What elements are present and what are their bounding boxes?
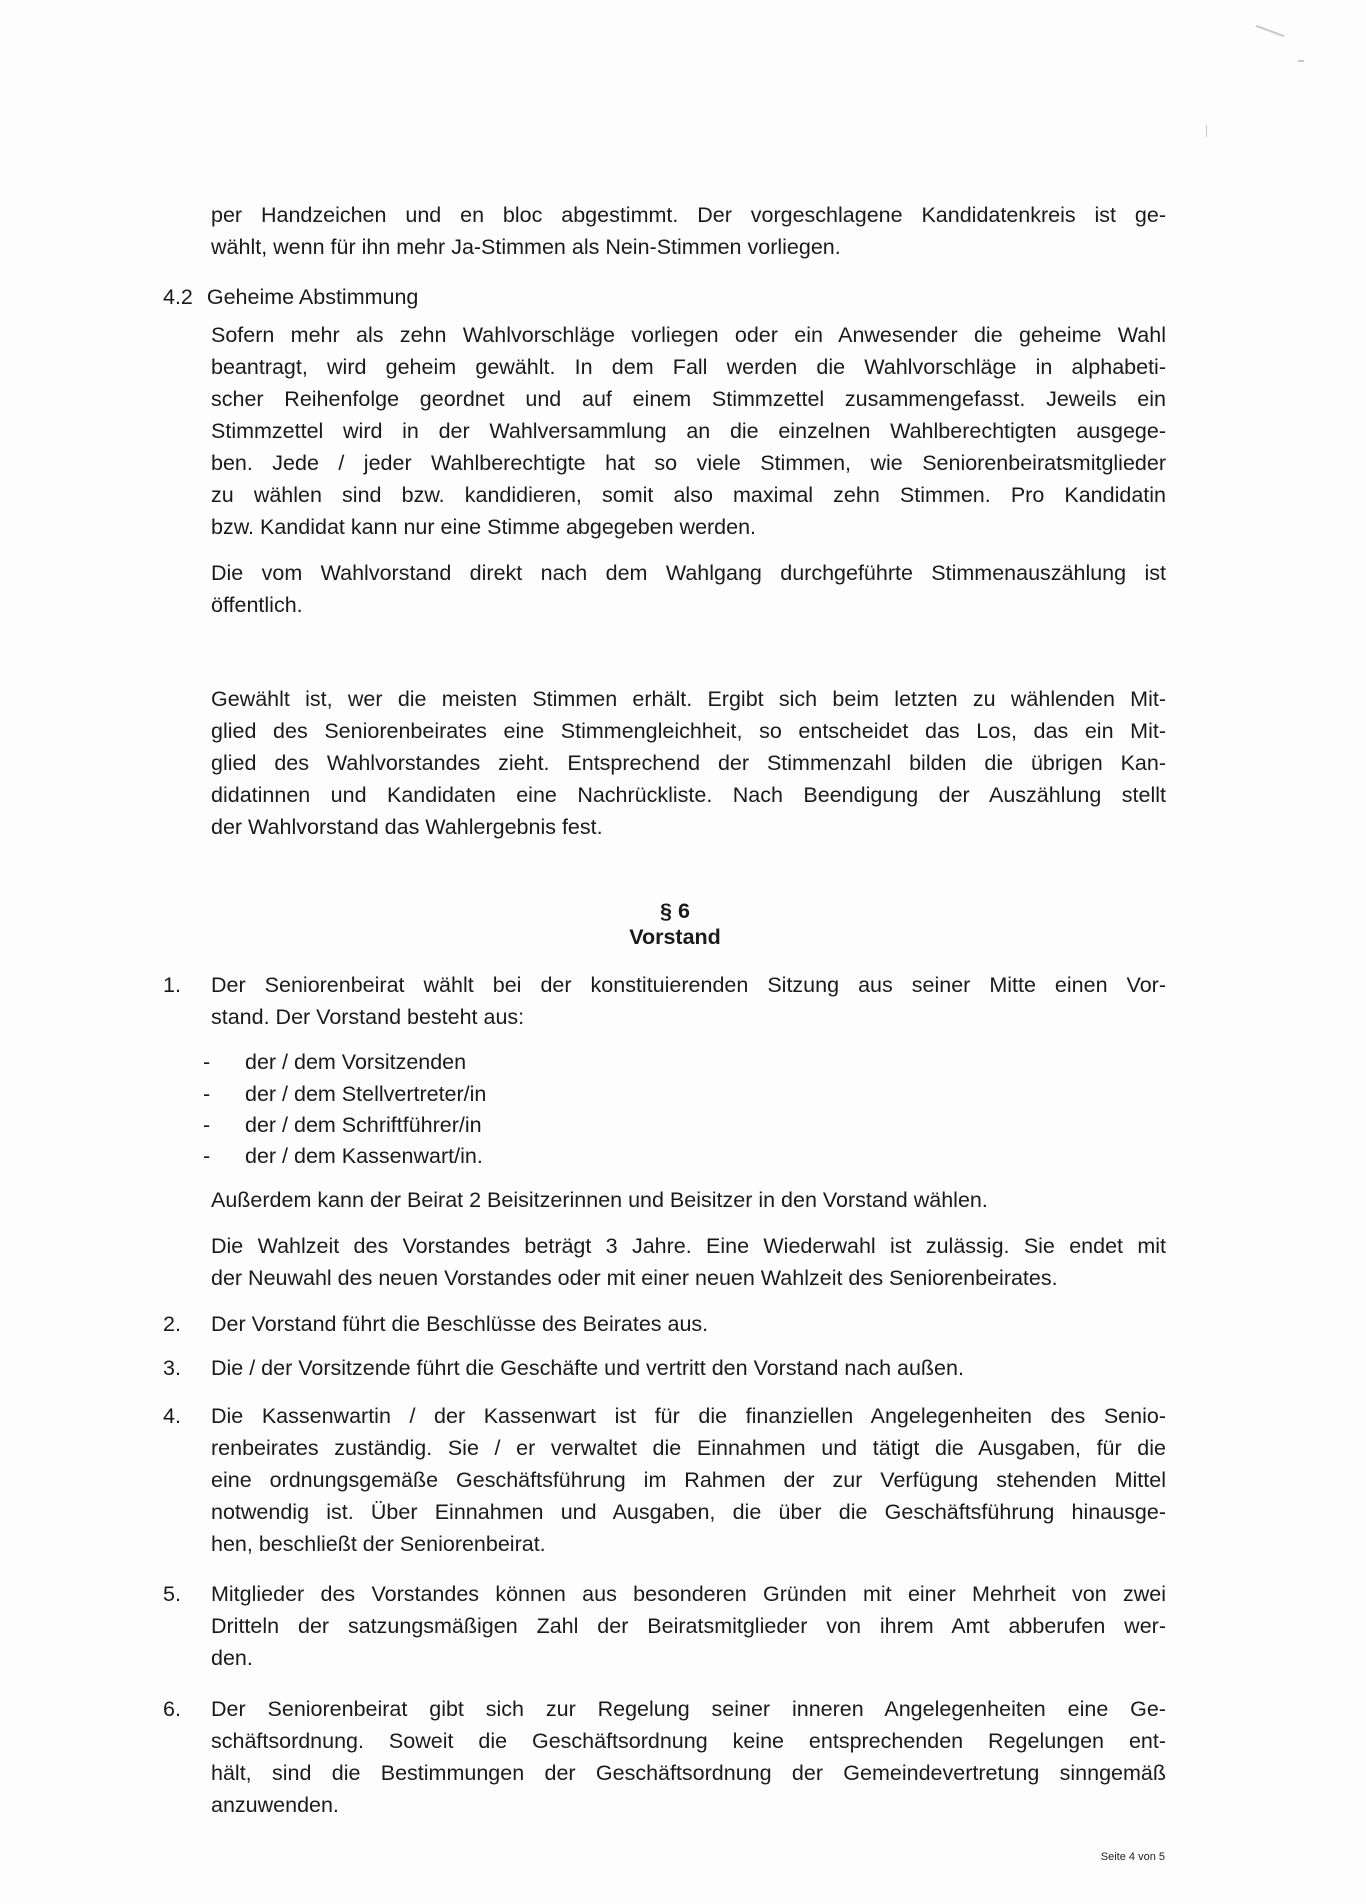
section-4-2-paragraph-1: [211, 319, 1166, 543]
item-1-term-paragraph: [211, 1230, 1166, 1294]
list-number: 4.: [163, 1404, 181, 1428]
list-number: 3.: [163, 1356, 181, 1380]
text-line: öffentlich.: [211, 593, 303, 617]
section-number: 4.2: [163, 285, 193, 309]
scan-artifact: [1206, 125, 1207, 137]
intro-paragraph: [211, 199, 1166, 263]
list-number: 2.: [163, 1312, 181, 1336]
text-line: Gewählt ist, wer die meisten Stimmen erhält. Ergibt sich beim letzten zu wählenden Mit-: [211, 687, 1166, 711]
bullet-dash: -: [203, 1144, 211, 1168]
text-line: eine ordnungsgemäße Geschäftsführung im Rahmen der zur Verfügung stehenden Mittel: [211, 1468, 1166, 1492]
text-line: stand. Der Vorstand besteht aus:: [211, 1005, 525, 1029]
text-line: Der Seniorenbeirat gibt sich zur Regelung seiner inneren Angelegenheiten eine Ge-: [211, 1697, 1166, 1721]
text-line: Die Wahlzeit des Vorstandes beträgt 3 Jahre. Eine Wiederwahl ist zulässig. Sie endet mit: [211, 1234, 1166, 1258]
scan-artifact: [1256, 25, 1285, 37]
text-line: per Handzeichen und en bloc abgestimmt. Der vorgeschlagene Kandidatenkreis ist ge-: [211, 203, 1166, 227]
text-line: Sofern mehr als zehn Wahlvorschläge vorliegen oder ein Anwesender die geheime Wahl: [211, 323, 1166, 347]
text-line: Mitglieder des Vorstandes können aus besonderen Gründen mit einer Mehrheit von zwei: [211, 1582, 1166, 1606]
text-line: renbeirates zuständig. Sie / er verwaltet die Einnahmen und tätigt die Ausgaben, für die: [211, 1436, 1166, 1460]
text-line: Die vom Wahlvorstand direkt nach dem Wahlgang durchgeführte Stimmenauszählung ist: [211, 561, 1166, 585]
bullet-item: der / dem Schriftführer/in: [245, 1113, 482, 1137]
text-line: anzuwenden.: [211, 1793, 339, 1817]
list-number: 6.: [163, 1697, 181, 1721]
text-line: bzw. Kandidat kann nur eine Stimme abgegeben werden.: [211, 515, 757, 539]
list-number: 1.: [163, 973, 181, 997]
text-line: Der Vorstand führt die Beschlüsse des Beirates aus.: [211, 1312, 709, 1336]
section-6-number: § 6: [660, 899, 690, 923]
bullet-dash: -: [203, 1113, 211, 1137]
list-number: 5.: [163, 1582, 181, 1606]
text-line: beantragt, wird geheim gewählt. In dem Fall werden die Wahlvorschläge in alphabeti-: [211, 355, 1166, 379]
text-line: Außerdem kann der Beirat 2 Beisitzerinnen und Beisitzer in den Vorstand wählen.: [211, 1188, 988, 1212]
list-item-3: [211, 1352, 1166, 1384]
item-1-extra-paragraph: [211, 1184, 1166, 1216]
bullet-dash: -: [203, 1082, 211, 1106]
text-line: Stimmzettel wird in der Wahlversammlung an die einzelnen Wahlberechtigten ausgege-: [211, 419, 1166, 443]
list-item-5: [211, 1578, 1166, 1674]
list-item-6: [211, 1693, 1166, 1821]
section-6-title: Vorstand: [629, 925, 721, 949]
text-line: Die / der Vorsitzende führt die Geschäfte und vertritt den Vorstand nach außen.: [211, 1356, 964, 1380]
list-item-2: [211, 1308, 1166, 1340]
text-line: der Wahlvorstand das Wahlergebnis fest.: [211, 815, 603, 839]
text-line: Die Kassenwartin / der Kassenwart ist für die finanziellen Angelegenheiten des Senio-: [211, 1404, 1166, 1428]
text-line: der Neuwahl des neuen Vorstandes oder mit einer neuen Wahlzeit des Seniorenbeirates.: [211, 1266, 1058, 1290]
text-line: zu wählen sind bzw. kandidieren, somit also maximal zehn Stimmen. Pro Kandidatin: [211, 483, 1166, 507]
section-4-2-heading: [163, 281, 418, 313]
text-line: scher Reihenfolge geordnet und auf einem Stimmzettel zusammengefasst. Jeweils ein: [211, 387, 1166, 411]
text-line: glied des Seniorenbeirates eine Stimmengleichheit, so entscheidet das Los, das ein Mit-: [211, 719, 1166, 743]
scan-artifact: [1298, 60, 1304, 62]
text-line: hält, sind die Bestimmungen der Geschäftsordnung der Gemeindevertretung sinngemäß: [211, 1761, 1166, 1785]
text-line: schäftsordnung. Soweit die Geschäftsordnung keine entsprechenden Regelungen ent-: [211, 1729, 1166, 1753]
list-item-4: [211, 1400, 1166, 1560]
section-4-2-paragraph-3: [211, 683, 1166, 843]
text-line: hen, beschließt der Seniorenbeirat.: [211, 1532, 546, 1556]
page-number: Seite 4 von 5: [1100, 1851, 1165, 1863]
text-line: Der Seniorenbeirat wählt bei der konstituierenden Sitzung aus seiner Mitte einen Vor-: [211, 973, 1166, 997]
text-line: Dritteln der satzungsmäßigen Zahl der Beiratsmitglieder von ihrem Amt abberufen wer-: [211, 1614, 1166, 1638]
text-line: glied des Wahlvorstandes zieht. Entsprechend der Stimmenzahl bilden die übrigen Kan-: [211, 751, 1166, 775]
text-line: ben. Jede / jeder Wahlberechtigte hat so viele Stimmen, wie Seniorenbeiratsmitglieder: [211, 451, 1166, 475]
text-line: didatinnen und Kandidaten eine Nachrückliste. Nach Beendigung der Auszählung stellt: [211, 783, 1166, 807]
section-title: Geheime Abstimmung: [206, 285, 419, 309]
bullet-item: der / dem Vorsitzenden: [245, 1050, 467, 1074]
bullet-item: der / dem Stellvertreter/in: [245, 1082, 487, 1106]
bullet-dash: -: [203, 1050, 211, 1074]
text-line: den.: [211, 1646, 253, 1670]
text-line: wählt, wenn für ihn mehr Ja-Stimmen als Nein-Stimmen vorliegen.: [211, 235, 841, 259]
text-line: notwendig ist. Über Einnahmen und Ausgaben, die über die Geschäftsführung hinausge-: [211, 1500, 1166, 1524]
bullet-item: der / dem Kassenwart/in.: [245, 1144, 483, 1168]
list-item-1: [211, 969, 1166, 1033]
section-4-2-paragraph-2: [211, 557, 1166, 621]
